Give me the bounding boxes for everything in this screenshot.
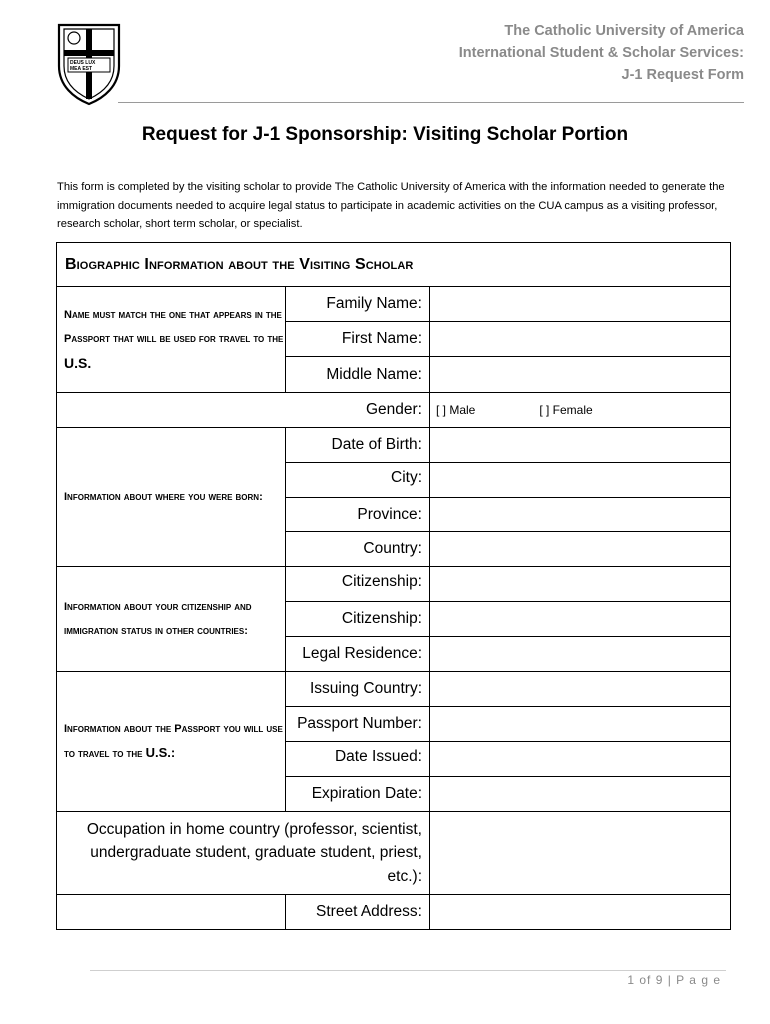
passport-info-text: Information about the Passport you will use to travel to the (64, 723, 283, 760)
name-note-us: U.S. (64, 354, 92, 371)
header-office: International Student & Scholar Services: (458, 45, 744, 61)
document-header (459, 20, 744, 86)
citizenship-1-field[interactable] (430, 567, 731, 602)
citizenship-2-field[interactable] (430, 602, 731, 637)
issuing-country-field[interactable] (430, 672, 731, 707)
citizenship-2-label: Citizenship: (286, 602, 430, 637)
gender-female-option[interactable]: [ ] Female (539, 403, 593, 417)
citizenship-1-label: Citizenship: (286, 567, 430, 602)
province-label: Province: (286, 498, 430, 532)
footer-divider (90, 970, 726, 971)
header-university: The Catholic University of America (504, 23, 744, 39)
header-form-name: J-1 Request Form (621, 67, 744, 83)
birth-info-note: Information about where you were born: (57, 428, 286, 567)
first-name-field[interactable] (430, 322, 731, 357)
gender-male-option[interactable]: [ ] Male (436, 403, 476, 417)
family-name-field[interactable] (430, 287, 731, 322)
issuing-country-label: Issuing Country: (286, 672, 430, 707)
university-shield-icon (56, 22, 122, 106)
section-title: Biographic Information about the Visiting Scholar (57, 243, 731, 287)
passport-number-field[interactable] (430, 707, 731, 742)
family-name-label: Family Name: (286, 287, 430, 322)
logo-text-right: MEA EST (70, 66, 93, 72)
passport-info-us: U.S.: (145, 745, 176, 760)
street-address-label: Street Address: (286, 895, 430, 930)
expiration-date-label: Expiration Date: (286, 777, 430, 812)
street-address-field[interactable] (430, 895, 731, 930)
page-title: Request for J-1 Sponsorship: Visiting Scholar Portion (141, 124, 629, 145)
province-field[interactable] (430, 498, 731, 532)
biographic-form-table (56, 242, 731, 930)
city-label: City: (286, 463, 430, 498)
date-issued-field[interactable] (430, 742, 731, 777)
gender-label: Gender: (57, 393, 430, 428)
date-of-birth-field[interactable] (430, 428, 731, 463)
street-address-group (57, 895, 286, 930)
passport-info-note (57, 672, 286, 812)
header-divider (118, 102, 744, 103)
date-issued-label: Date Issued: (286, 742, 430, 777)
intro-paragraph: This form is completed by the visiting scholar to provide The Catholic University of America with the information needed to generate the immigration documents needed to acquire legal status to participate in academic activities on the CUA campus as a visiting professor, research scholar, short term scholar, or specialist. (57, 181, 725, 230)
city-field[interactable] (430, 463, 731, 498)
logo-text-left: DEUS LUX (70, 60, 96, 66)
gender-field (430, 393, 731, 428)
middle-name-field[interactable] (430, 357, 731, 393)
occupation-label: Occupation in home country (professor, scientist, undergraduate student, graduate student, priest, etc.): (57, 812, 430, 895)
name-note-text: Name must match the one that appears in the Passport that will be used for travel to the (64, 308, 284, 345)
country-label: Country: (286, 532, 430, 567)
first-name-label: First Name: (286, 322, 430, 357)
occupation-field[interactable] (430, 812, 731, 895)
legal-residence-field[interactable] (430, 637, 731, 672)
passport-number-label: Passport Number: (286, 707, 430, 742)
page-number: 1 of 9 | P a g e (627, 973, 721, 987)
expiration-date-field[interactable] (430, 777, 731, 812)
legal-residence-label: Legal Residence: (286, 637, 430, 672)
country-field[interactable] (430, 532, 731, 567)
date-of-birth-label: Date of Birth: (286, 428, 430, 463)
name-note (57, 287, 286, 393)
middle-name-label: Middle Name: (286, 357, 430, 393)
citizenship-info-note: Information about your citizenship and immigration status in other countries: (57, 567, 286, 672)
